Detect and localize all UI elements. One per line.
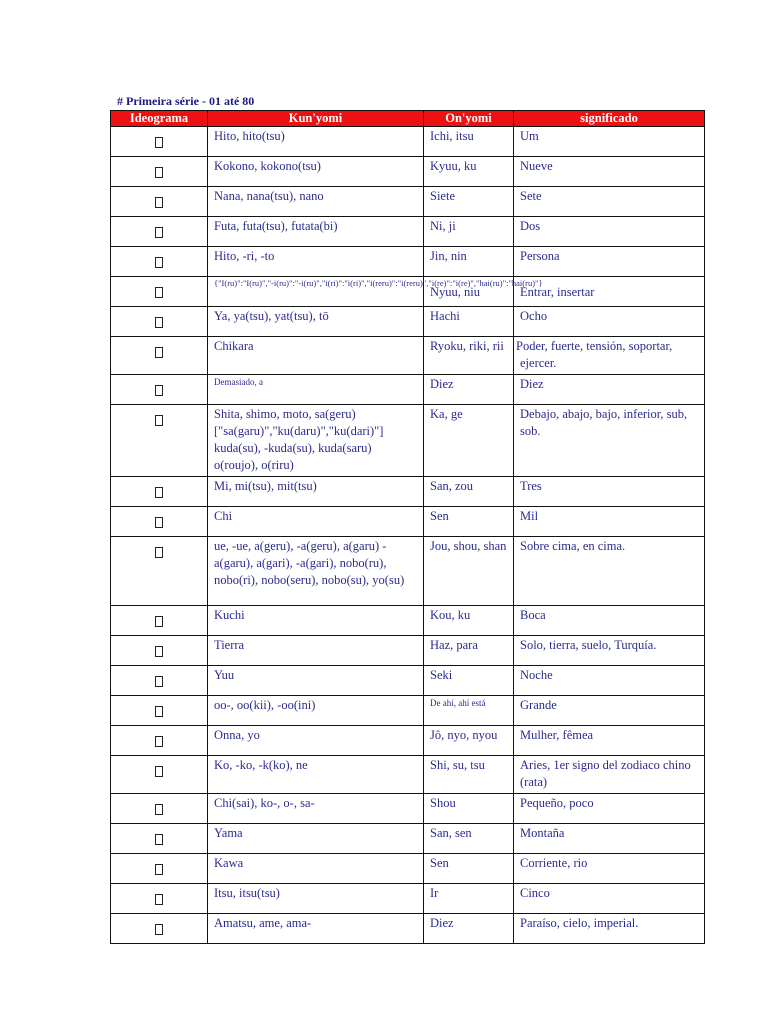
onyomi-cell	[424, 127, 514, 157]
kunyomi-text: Kawa	[214, 856, 244, 870]
table-row	[111, 277, 705, 307]
kunyomi-text: Demasiado, a	[214, 377, 263, 387]
ideogram-cell	[111, 696, 208, 726]
table-row	[111, 756, 705, 794]
significado-text: Noche	[520, 668, 553, 682]
kunyomi-cell	[208, 507, 424, 537]
missing-glyph-icon	[155, 804, 163, 815]
significado-cell	[514, 507, 705, 537]
kunyomi-cell	[208, 666, 424, 696]
onyomi-cell	[424, 217, 514, 247]
missing-glyph-icon	[155, 317, 163, 328]
kunyomi-text: Chi(sai), ko-, o-, sa-	[214, 796, 315, 810]
kunyomi-text: Amatsu, ame, ama-	[214, 916, 312, 930]
table-row	[111, 824, 705, 854]
missing-glyph-icon	[155, 766, 163, 777]
onyomi-text: San, sen	[430, 826, 472, 840]
onyomi-text: Sen	[430, 509, 449, 523]
kunyomi-text: Chikara	[214, 339, 254, 353]
significado-text: Poder, fuerte, tensión, soportar, ejercer.	[516, 339, 673, 370]
significado-text: Cinco	[520, 886, 550, 900]
missing-glyph-icon	[155, 415, 163, 426]
significado-cell	[514, 794, 705, 824]
missing-glyph-icon	[155, 287, 163, 298]
table-row	[111, 127, 705, 157]
onyomi-text: Kyuu, ku	[430, 159, 477, 173]
significado-cell	[514, 375, 705, 405]
ideogram-cell	[111, 217, 208, 247]
onyomi-cell	[424, 884, 514, 914]
page-title: # Primeira série - 01 até 80	[117, 94, 255, 108]
onyomi-cell	[424, 606, 514, 636]
onyomi-text: Shi, su, tsu	[430, 758, 485, 772]
ideogram-cell	[111, 824, 208, 854]
ideogram-cell	[111, 477, 208, 507]
kunyomi-text: Kuchi	[214, 608, 245, 622]
onyomi-cell	[424, 405, 514, 477]
onyomi-text: Siete	[430, 189, 455, 203]
kunyomi-text: Hito, -ri, -to	[214, 249, 275, 263]
kunyomi-cell	[208, 824, 424, 854]
ideogram-cell	[111, 277, 208, 307]
table-row	[111, 247, 705, 277]
kunyomi-text: oo-, oo(kii), -oo(ini)	[214, 698, 316, 712]
onyomi-text: Hachi	[430, 309, 460, 323]
significado-text: Sete	[520, 189, 542, 203]
onyomi-text: Kou, ku	[430, 608, 471, 622]
ideogram-cell	[111, 337, 208, 375]
kanji-table	[110, 110, 705, 944]
ideogram-cell	[111, 854, 208, 884]
significado-cell	[514, 405, 705, 477]
kunyomi-cell	[208, 756, 424, 794]
header-significado: significado	[514, 111, 705, 127]
significado-text: Solo, tierra, suelo, Turquía.	[520, 638, 657, 652]
kunyomi-text: {"I(ru)":"I(ru)","-i(ru)":"-i(ru)","i(ri)":"i(ri)","i(reru)":"i(reru)","i(re)":"i(re)","hai(ru)":"hai(ru)"}	[214, 278, 543, 288]
table-row	[111, 375, 705, 405]
missing-glyph-icon	[155, 167, 163, 178]
kunyomi-cell	[208, 854, 424, 884]
significado-text: Debajo, abajo, bajo, inferior, sub, sob.	[520, 407, 688, 438]
significado-text: Paraíso, cielo, imperial.	[520, 916, 639, 930]
kunyomi-cell	[208, 307, 424, 337]
missing-glyph-icon	[155, 227, 163, 238]
significado-cell	[514, 127, 705, 157]
kunyomi-text: Shita, shimo, moto, sa(geru) ["sa(garu)","ku(daru)","ku(dari)"] kuda(su), -kuda(su), kuda(saru) o(roujo), o(riru)	[214, 407, 384, 472]
ideogram-cell	[111, 247, 208, 277]
onyomi-text: Diez	[430, 916, 454, 930]
significado-text: Um	[520, 129, 539, 143]
table-row	[111, 507, 705, 537]
kunyomi-text: Nana, nana(tsu), nano	[214, 189, 324, 203]
kunyomi-cell	[208, 726, 424, 756]
significado-text: Ocho	[520, 309, 548, 323]
missing-glyph-icon	[155, 736, 163, 747]
significado-cell	[514, 666, 705, 696]
kunyomi-text: Ya, ya(tsu), yat(tsu), tō	[214, 309, 329, 323]
onyomi-text: Ichi, itsu	[430, 129, 474, 143]
table-row	[111, 157, 705, 187]
kunyomi-cell	[208, 914, 424, 944]
kunyomi-text: Tierra	[214, 638, 245, 652]
table-row	[111, 405, 705, 477]
table-row	[111, 606, 705, 636]
missing-glyph-icon	[155, 646, 163, 657]
missing-glyph-icon	[155, 924, 163, 935]
ideogram-cell	[111, 375, 208, 405]
ideogram-cell	[111, 756, 208, 794]
missing-glyph-icon	[155, 894, 163, 905]
ideogram-cell	[111, 666, 208, 696]
kunyomi-cell	[208, 405, 424, 477]
table-row	[111, 337, 705, 375]
kunyomi-cell	[208, 375, 424, 405]
missing-glyph-icon	[155, 547, 163, 558]
kunyomi-text: Ko, -ko, -k(ko), ne	[214, 758, 308, 772]
missing-glyph-icon	[155, 487, 163, 498]
kunyomi-cell	[208, 636, 424, 666]
onyomi-text: Shou	[430, 796, 456, 810]
table-row	[111, 794, 705, 824]
ideogram-cell	[111, 507, 208, 537]
significado-text: Grande	[520, 698, 557, 712]
missing-glyph-icon	[155, 385, 163, 396]
significado-cell	[514, 854, 705, 884]
missing-glyph-icon	[155, 137, 163, 148]
table-row	[111, 307, 705, 337]
onyomi-cell	[424, 187, 514, 217]
table-row	[111, 217, 705, 247]
table-row	[111, 666, 705, 696]
kunyomi-text: Itsu, itsu(tsu)	[214, 886, 280, 900]
onyomi-text: Jô, nyo, nyou	[430, 728, 498, 742]
significado-cell	[514, 477, 705, 507]
missing-glyph-icon	[155, 347, 163, 358]
significado-text: Pequeño, poco	[520, 796, 594, 810]
ideogram-cell	[111, 405, 208, 477]
onyomi-cell	[424, 247, 514, 277]
onyomi-cell	[424, 375, 514, 405]
table-row	[111, 537, 705, 606]
onyomi-cell	[424, 636, 514, 666]
significado-text: Aries, 1er signo del zodiaco chino (rata)	[520, 758, 691, 789]
kunyomi-cell	[208, 477, 424, 507]
onyomi-cell	[424, 157, 514, 187]
kunyomi-text: Kokono, kokono(tsu)	[214, 159, 321, 173]
significado-cell	[514, 884, 705, 914]
missing-glyph-icon	[155, 676, 163, 687]
kunyomi-cell	[208, 187, 424, 217]
onyomi-text: Sen	[430, 856, 449, 870]
onyomi-cell	[424, 337, 514, 375]
missing-glyph-icon	[155, 616, 163, 627]
onyomi-cell	[424, 756, 514, 794]
onyomi-cell	[424, 854, 514, 884]
significado-text: Montaña	[520, 826, 565, 840]
onyomi-cell	[424, 477, 514, 507]
significado-text: Entrar, insertar	[520, 285, 595, 299]
onyomi-cell	[424, 307, 514, 337]
onyomi-text: Nyuu, niu	[430, 285, 480, 299]
kunyomi-text: Futa, futa(tsu), futata(bi)	[214, 219, 338, 233]
kunyomi-cell	[208, 217, 424, 247]
kunyomi-text: ue, -ue, a(geru), -a(geru), a(garu) -a(garu), a(gari), -a(gari), nobo(ru), nobo(ri), nobo(seru), nobo(su), yo(su)	[214, 539, 405, 587]
ideogram-cell	[111, 127, 208, 157]
significado-text: Mil	[520, 509, 539, 523]
table-row	[111, 726, 705, 756]
missing-glyph-icon	[155, 517, 163, 528]
significado-cell	[514, 217, 705, 247]
kunyomi-cell	[208, 247, 424, 277]
significado-text: Tres	[520, 479, 542, 493]
onyomi-cell	[424, 824, 514, 854]
table-header-row	[111, 111, 705, 127]
onyomi-text: Diez	[430, 377, 454, 391]
significado-cell	[514, 337, 705, 375]
missing-glyph-icon	[155, 257, 163, 268]
ideogram-cell	[111, 157, 208, 187]
onyomi-text: San, zou	[430, 479, 474, 493]
kunyomi-cell	[208, 127, 424, 157]
ideogram-cell	[111, 606, 208, 636]
significado-cell	[514, 726, 705, 756]
kunyomi-cell	[208, 794, 424, 824]
significado-text: Mulher, fêmea	[520, 728, 594, 742]
header-kunyomi: Kun'yomi	[208, 111, 424, 127]
table-row	[111, 696, 705, 726]
significado-cell	[514, 606, 705, 636]
significado-text: Persona	[520, 249, 560, 263]
missing-glyph-icon	[155, 834, 163, 845]
onyomi-text: Ka, ge	[430, 407, 463, 421]
significado-cell	[514, 696, 705, 726]
significado-text: Corriente, rio	[520, 856, 588, 870]
significado-text: Dos	[520, 219, 541, 233]
kunyomi-cell	[208, 696, 424, 726]
table-row	[111, 854, 705, 884]
significado-cell	[514, 824, 705, 854]
onyomi-cell	[424, 696, 514, 726]
onyomi-cell	[424, 666, 514, 696]
table-row	[111, 477, 705, 507]
onyomi-cell	[424, 726, 514, 756]
onyomi-text: Haz, para	[430, 638, 478, 652]
header-onyomi: On'yomi	[424, 111, 514, 127]
kunyomi-cell	[208, 157, 424, 187]
kunyomi-cell	[208, 537, 424, 606]
significado-text: Nueve	[520, 159, 553, 173]
table-row	[111, 187, 705, 217]
missing-glyph-icon	[155, 864, 163, 875]
ideogram-cell	[111, 307, 208, 337]
significado-cell	[514, 537, 705, 606]
onyomi-cell	[424, 507, 514, 537]
kunyomi-text: Yuu	[214, 668, 235, 682]
ideogram-cell	[111, 187, 208, 217]
significado-cell	[514, 914, 705, 944]
ideogram-cell	[111, 636, 208, 666]
onyomi-text: De ahí, ahí está	[430, 698, 486, 708]
table-row	[111, 636, 705, 666]
significado-cell	[514, 157, 705, 187]
missing-glyph-icon	[155, 197, 163, 208]
ideogram-cell	[111, 726, 208, 756]
kunyomi-cell	[208, 337, 424, 375]
kunyomi-cell	[208, 606, 424, 636]
kunyomi-text: Chi	[214, 509, 233, 523]
significado-text: Diez	[520, 377, 544, 391]
onyomi-cell	[424, 537, 514, 606]
missing-glyph-icon	[155, 706, 163, 717]
significado-text: Boca	[520, 608, 546, 622]
kunyomi-cell	[208, 884, 424, 914]
onyomi-text: Jin, nin	[430, 249, 467, 263]
significado-cell	[514, 187, 705, 217]
kunyomi-text: Yama	[214, 826, 243, 840]
onyomi-text: Seki	[430, 668, 453, 682]
table-row	[111, 884, 705, 914]
significado-cell	[514, 756, 705, 794]
kunyomi-text: Onna, yo	[214, 728, 260, 742]
header-ideograma: Ideograma	[111, 111, 208, 127]
significado-cell	[514, 247, 705, 277]
onyomi-text: Jou, shou, shan	[430, 539, 507, 553]
ideogram-cell	[111, 914, 208, 944]
significado-cell	[514, 307, 705, 337]
onyomi-cell	[424, 794, 514, 824]
ideogram-cell	[111, 794, 208, 824]
significado-text: Sobre cima, en cima.	[520, 539, 626, 553]
ideogram-cell	[111, 884, 208, 914]
kunyomi-text: Hito, hito(tsu)	[214, 129, 285, 143]
onyomi-text: Ryoku, riki, rii	[430, 339, 504, 353]
onyomi-text: Ni, ji	[430, 219, 456, 233]
significado-cell	[514, 636, 705, 666]
table-row	[111, 914, 705, 944]
onyomi-cell	[424, 914, 514, 944]
onyomi-text: Ir	[430, 886, 439, 900]
kunyomi-text: Mi, mi(tsu), mit(tsu)	[214, 479, 317, 493]
ideogram-cell	[111, 537, 208, 606]
